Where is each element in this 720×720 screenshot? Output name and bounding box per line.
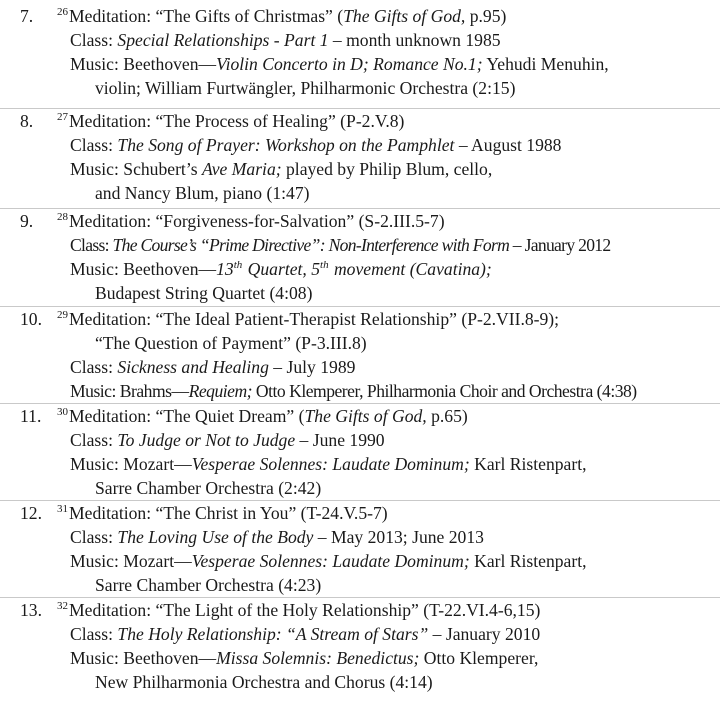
meditation-title: “The Ideal Patient-Therapist Relationship” xyxy=(155,309,457,329)
footnote-marker: 29 xyxy=(57,309,68,321)
list-item xyxy=(0,597,720,692)
meditation-ref-close: p.65) xyxy=(426,406,468,426)
music-performers-continued: New Philharmonia Orchestra and Chorus (4:14) xyxy=(95,672,433,692)
meditation-title: “The Quiet Dream” xyxy=(155,406,295,426)
class-date: – May 2013; June 2013 xyxy=(313,527,484,547)
music-composer: Beethoven— xyxy=(123,259,217,279)
music-performers: Otto Klemperer, xyxy=(419,648,539,668)
meditation-title: “The Christ in You” xyxy=(155,503,297,523)
class-title: The Course’s “Prime Directive”: Non-Interference with Form xyxy=(112,235,510,255)
meditation-title: “The Gifts of Christmas” xyxy=(155,6,333,26)
class-title: Special Relationships - Part 1 xyxy=(117,30,329,50)
item-number: 12. xyxy=(20,503,42,523)
meditation-source: The Gifts of God, xyxy=(343,6,466,26)
list-item xyxy=(0,500,720,595)
class-line xyxy=(70,133,561,157)
music-line-continued xyxy=(95,573,321,597)
music-line-continued xyxy=(95,181,310,205)
class-line xyxy=(70,355,355,379)
meditation-line xyxy=(57,598,540,622)
meditation-title: “Forgiveness-for-Salvation” xyxy=(155,211,355,231)
music-composer: Beethoven— xyxy=(123,54,217,74)
meditation-ref: (S-2.III.5-7) xyxy=(354,211,445,231)
music-performers-continued: Sarre Chamber Orchestra (2:42) xyxy=(95,478,322,498)
music-work: Ave Maria; xyxy=(201,159,282,179)
music-label: Music: xyxy=(70,259,124,279)
music-line xyxy=(70,452,587,476)
music-work-quartet: Quartet, 5 xyxy=(243,259,321,279)
music-label: Music: xyxy=(70,159,124,179)
music-label: Music: xyxy=(70,648,124,668)
music-work-ordinal: th xyxy=(320,259,329,271)
music-performers: Karl Ristenpart, xyxy=(469,551,587,571)
class-label: Class: xyxy=(70,527,118,547)
footnote-marker: 32 xyxy=(57,600,68,612)
meditation-label: Meditation: xyxy=(69,600,156,620)
meditation-title: “The Light of the Holy Relationship” xyxy=(155,600,419,620)
footnote-marker: 31 xyxy=(57,503,68,515)
class-title: The Loving Use of the Body xyxy=(117,527,314,547)
music-work-number: 13 xyxy=(216,259,234,279)
class-label: Class: xyxy=(70,135,118,155)
meditation-ref-open: ( xyxy=(332,6,344,26)
meditation-line xyxy=(57,307,559,331)
music-line xyxy=(70,549,587,573)
music-composer: Mozart— xyxy=(123,551,192,571)
class-date: – January 2010 xyxy=(428,624,541,644)
music-work: Missa Solemnis: Benedictus; xyxy=(216,648,420,668)
class-line xyxy=(70,428,385,452)
class-date: – July 1989 xyxy=(268,357,356,377)
class-label: Class: xyxy=(70,624,118,644)
class-label: Class: xyxy=(70,235,113,255)
class-date: – month unknown 1985 xyxy=(328,30,501,50)
music-composer: Schubert’s xyxy=(123,159,202,179)
item-number: 11. xyxy=(20,406,42,426)
music-work: Vesperae Solennes: Laudate Dominum; xyxy=(191,454,470,474)
music-work: Violin Concerto in D; Romance No.1; xyxy=(216,54,483,74)
class-date: – June 1990 xyxy=(295,430,385,450)
list-item xyxy=(0,208,720,303)
music-line-continued xyxy=(95,76,515,100)
music-performers: Yehudi Menuhin, xyxy=(482,54,609,74)
class-title: To Judge or Not to Judge xyxy=(117,430,296,450)
meditation-ref: (P-2.VII.8-9); xyxy=(456,309,560,329)
music-label: Music: xyxy=(70,54,124,74)
list-item xyxy=(0,108,720,203)
music-line xyxy=(70,257,492,281)
music-composer: Brahms— xyxy=(119,381,189,401)
class-title: The Holy Relationship: “A Stream of Stars” xyxy=(117,624,429,644)
footnote-marker: 26 xyxy=(57,6,68,18)
meditation-label: Meditation: xyxy=(69,406,156,426)
meditation-ref-2: (P-3.III.8) xyxy=(290,333,367,353)
meditation-line xyxy=(57,109,404,133)
music-line-continued xyxy=(95,670,433,694)
class-title: The Song of Prayer: Workshop on the Pamphlet xyxy=(117,135,455,155)
music-work: Vesperae Solennes: Laudate Dominum; xyxy=(191,551,470,571)
meditation-ref: (T-22.VI.4-6,15) xyxy=(418,600,541,620)
meditation-label: Meditation: xyxy=(69,309,156,329)
music-line xyxy=(70,157,492,181)
meditation-line xyxy=(57,404,468,428)
music-performers-continued: Sarre Chamber Orchestra (4:23) xyxy=(95,575,322,595)
music-performers: Otto Klemperer, Philharmonia Choir and Orchestra (4:38) xyxy=(252,381,637,401)
meditation-line xyxy=(57,4,506,28)
music-label: Music: xyxy=(70,551,124,571)
music-line xyxy=(70,646,538,670)
class-line xyxy=(70,28,501,52)
music-work-ordinal: th xyxy=(233,259,243,271)
music-line xyxy=(70,379,637,403)
meditation-title-2: “The Question of Payment” xyxy=(95,333,291,353)
item-number: 10. xyxy=(20,309,42,329)
music-label: Music: xyxy=(70,454,124,474)
footnote-marker: 28 xyxy=(57,211,68,223)
class-date: – August 1988 xyxy=(454,135,562,155)
music-line-continued xyxy=(95,476,321,500)
music-label: Music: xyxy=(70,381,120,401)
meditation-line xyxy=(57,501,388,525)
class-line xyxy=(70,622,540,646)
music-composer: Mozart— xyxy=(123,454,192,474)
meditation-title: “The Process of Healing” xyxy=(155,111,336,131)
music-performers: played by Philip Blum, cello, xyxy=(281,159,493,179)
music-performers-continued: and Nancy Blum, piano (1:47) xyxy=(95,183,310,203)
meditation-label: Meditation: xyxy=(69,503,156,523)
item-number: 9. xyxy=(20,211,34,231)
item-number: 7. xyxy=(20,6,34,26)
meditation-ref-close: p.95) xyxy=(465,6,507,26)
class-line xyxy=(70,233,611,257)
class-title: Sickness and Healing xyxy=(117,357,269,377)
class-label: Class: xyxy=(70,357,118,377)
music-line-continued xyxy=(95,281,312,305)
music-performers-continued: violin; William Furtwängler, Philharmonic Orchestra (2:15) xyxy=(95,78,516,98)
class-date: – January 2012 xyxy=(509,235,611,255)
meditation-ref-open: ( xyxy=(294,406,305,426)
class-line xyxy=(70,525,484,549)
music-work-movement: movement (Cavatina); xyxy=(329,259,492,279)
meditation-label: Meditation: xyxy=(69,211,156,231)
list-item xyxy=(0,306,720,401)
meditation-ref: (P-2.V.8) xyxy=(335,111,405,131)
music-line xyxy=(70,52,609,76)
item-number: 8. xyxy=(20,111,34,131)
meditation-label: Meditation: xyxy=(69,111,156,131)
footnote-marker: 27 xyxy=(57,111,68,123)
meditation-ref: (T-24.V.5-7) xyxy=(296,503,388,523)
meditation-source: The Gifts of God, xyxy=(304,406,427,426)
meditation-label: Meditation: xyxy=(69,6,156,26)
item-number: 13. xyxy=(20,600,42,620)
meditation-line-continued xyxy=(95,331,367,355)
meditation-line xyxy=(57,209,445,233)
footnote-marker: 30 xyxy=(57,406,68,418)
class-label: Class: xyxy=(70,30,118,50)
music-composer: Beethoven— xyxy=(123,648,217,668)
list-item xyxy=(0,403,720,498)
music-performers-continued: Budapest String Quartet (4:08) xyxy=(95,283,313,303)
music-performers: Karl Ristenpart, xyxy=(469,454,587,474)
class-label: Class: xyxy=(70,430,118,450)
music-work: Requiem; xyxy=(188,381,253,401)
